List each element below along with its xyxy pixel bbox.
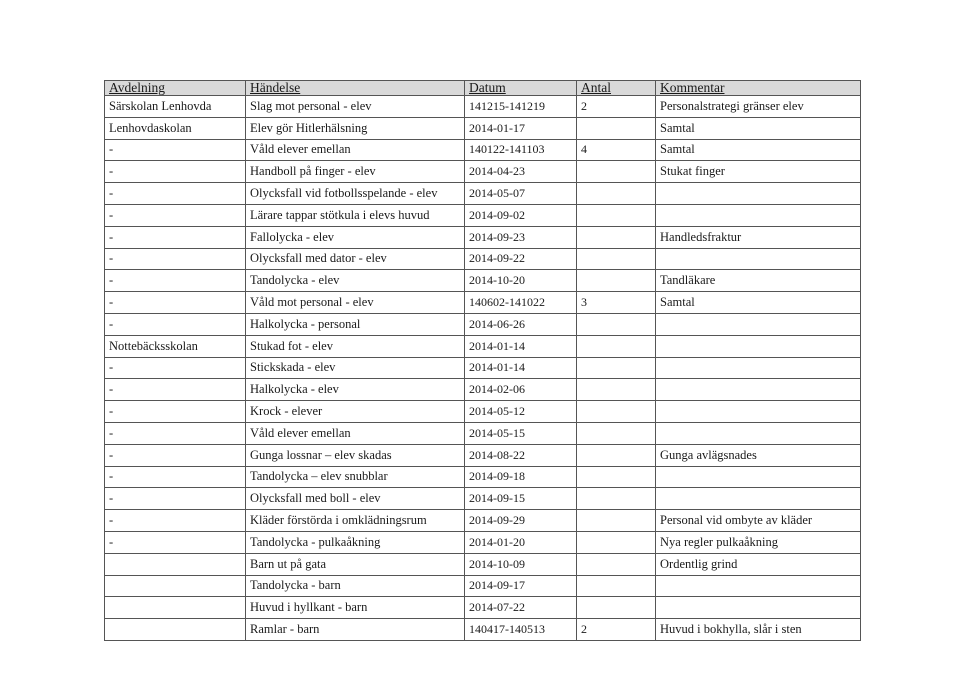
cell-kommentar [656, 422, 861, 444]
cell-antal: 2 [577, 619, 656, 641]
cell-avdelning: Nottebäcksskolan [105, 335, 246, 357]
cell-antal [577, 313, 656, 335]
table-row [105, 313, 861, 335]
cell-datum: 2014-09-17 [465, 575, 577, 597]
table-row [105, 488, 861, 510]
cell-antal: 2 [577, 96, 656, 118]
table-row [105, 553, 861, 575]
cell-datum: 2014-07-22 [465, 597, 577, 619]
cell-kommentar: Tandläkare [656, 270, 861, 292]
cell-handelse: Halkolycka - personal [246, 313, 465, 335]
cell-antal [577, 161, 656, 183]
table-row [105, 96, 861, 118]
header-avdelning: Avdelning [105, 81, 246, 96]
cell-datum: 2014-06-26 [465, 313, 577, 335]
cell-antal [577, 466, 656, 488]
table-row [105, 422, 861, 444]
cell-avdelning: - [105, 292, 246, 314]
cell-handelse: Halkolycka - elev [246, 379, 465, 401]
cell-kommentar: Samtal [656, 139, 861, 161]
cell-handelse: Krock - elever [246, 401, 465, 423]
table-row [105, 510, 861, 532]
header-kommentar: Kommentar [656, 81, 861, 96]
table-row [105, 139, 861, 161]
cell-datum: 140122-141103 [465, 139, 577, 161]
cell-avdelning: - [105, 313, 246, 335]
cell-datum: 140602-141022 [465, 292, 577, 314]
cell-handelse: Gunga lossnar – elev skadas [246, 444, 465, 466]
cell-datum: 2014-01-20 [465, 531, 577, 553]
cell-handelse: Våld elever emellan [246, 139, 465, 161]
table-row [105, 379, 861, 401]
table-row [105, 444, 861, 466]
cell-kommentar: Stukat finger [656, 161, 861, 183]
cell-avdelning: - [105, 226, 246, 248]
cell-handelse: Olycksfall med dator - elev [246, 248, 465, 270]
cell-antal: 4 [577, 139, 656, 161]
cell-handelse: Tandolycka - barn [246, 575, 465, 597]
cell-kommentar [656, 379, 861, 401]
cell-antal [577, 575, 656, 597]
cell-datum: 2014-09-23 [465, 226, 577, 248]
cell-avdelning: - [105, 139, 246, 161]
table-row [105, 204, 861, 226]
table-row [105, 270, 861, 292]
cell-avdelning: - [105, 357, 246, 379]
cell-avdelning: - [105, 379, 246, 401]
cell-handelse: Slag mot personal - elev [246, 96, 465, 118]
cell-datum: 2014-09-15 [465, 488, 577, 510]
cell-datum: 140417-140513 [465, 619, 577, 641]
cell-datum: 2014-05-15 [465, 422, 577, 444]
cell-datum: 141215-141219 [465, 96, 577, 118]
cell-avdelning: - [105, 204, 246, 226]
cell-kommentar [656, 488, 861, 510]
cell-kommentar [656, 313, 861, 335]
cell-datum: 2014-09-22 [465, 248, 577, 270]
cell-avdelning [105, 575, 246, 597]
cell-antal [577, 597, 656, 619]
cell-handelse: Fallolycka - elev [246, 226, 465, 248]
cell-datum: 2014-09-29 [465, 510, 577, 532]
cell-handelse: Tandolycka – elev snubblar [246, 466, 465, 488]
cell-datum: 2014-04-23 [465, 161, 577, 183]
cell-avdelning: - [105, 183, 246, 205]
cell-kommentar [656, 597, 861, 619]
cell-kommentar [656, 357, 861, 379]
cell-datum: 2014-05-12 [465, 401, 577, 423]
table-row [105, 531, 861, 553]
cell-handelse: Olycksfall vid fotbollsspelande - elev [246, 183, 465, 205]
table-row [105, 226, 861, 248]
cell-avdelning: - [105, 531, 246, 553]
cell-kommentar [656, 335, 861, 357]
cell-antal [577, 444, 656, 466]
cell-kommentar [656, 401, 861, 423]
cell-antal [577, 379, 656, 401]
cell-avdelning: - [105, 444, 246, 466]
cell-handelse: Stukad fot - elev [246, 335, 465, 357]
cell-avdelning: - [105, 488, 246, 510]
cell-kommentar: Personalstrategi gränser elev [656, 96, 861, 118]
table-row [105, 619, 861, 641]
cell-kommentar: Personal vid ombyte av kläder [656, 510, 861, 532]
cell-datum: 2014-08-22 [465, 444, 577, 466]
cell-handelse: Våld mot personal - elev [246, 292, 465, 314]
cell-handelse: Huvud i hyllkant - barn [246, 597, 465, 619]
cell-avdelning: - [105, 466, 246, 488]
cell-datum: 2014-01-14 [465, 335, 577, 357]
cell-antal: 3 [577, 292, 656, 314]
cell-handelse: Tandolycka - pulkaåkning [246, 531, 465, 553]
cell-datum: 2014-01-17 [465, 117, 577, 139]
cell-kommentar [656, 575, 861, 597]
cell-kommentar: Nya regler pulkaåkning [656, 531, 861, 553]
header-datum: Datum [465, 81, 577, 96]
table-body [105, 96, 861, 641]
cell-kommentar: Samtal [656, 292, 861, 314]
table-row [105, 161, 861, 183]
incident-table [104, 80, 861, 641]
cell-kommentar [656, 248, 861, 270]
cell-antal [577, 270, 656, 292]
table-header-row [105, 81, 861, 96]
cell-avdelning [105, 619, 246, 641]
cell-handelse: Elev gör Hitlerhälsning [246, 117, 465, 139]
cell-antal [577, 335, 656, 357]
header-antal: Antal [577, 81, 656, 96]
cell-datum: 2014-10-09 [465, 553, 577, 575]
cell-datum: 2014-09-18 [465, 466, 577, 488]
cell-handelse: Tandolycka - elev [246, 270, 465, 292]
cell-datum: 2014-02-06 [465, 379, 577, 401]
cell-handelse: Handboll på finger - elev [246, 161, 465, 183]
cell-datum: 2014-09-02 [465, 204, 577, 226]
cell-handelse: Olycksfall med boll - elev [246, 488, 465, 510]
table-row [105, 183, 861, 205]
table-row [105, 335, 861, 357]
cell-antal [577, 510, 656, 532]
cell-antal [577, 226, 656, 248]
cell-kommentar: Huvud i bokhylla, slår i sten [656, 619, 861, 641]
table-row [105, 575, 861, 597]
cell-handelse: Våld elever emellan [246, 422, 465, 444]
cell-avdelning: Särskolan Lenhovda [105, 96, 246, 118]
cell-datum: 2014-10-20 [465, 270, 577, 292]
cell-avdelning: - [105, 161, 246, 183]
cell-datum: 2014-05-07 [465, 183, 577, 205]
cell-avdelning: - [105, 401, 246, 423]
cell-handelse: Stickskada - elev [246, 357, 465, 379]
header-handelse: Händelse [246, 81, 465, 96]
cell-antal [577, 248, 656, 270]
cell-avdelning: - [105, 422, 246, 444]
cell-antal [577, 401, 656, 423]
table-row [105, 597, 861, 619]
table-row [105, 292, 861, 314]
cell-avdelning: - [105, 270, 246, 292]
cell-kommentar [656, 183, 861, 205]
table-row [105, 466, 861, 488]
cell-datum: 2014-01-14 [465, 357, 577, 379]
cell-antal [577, 183, 656, 205]
cell-kommentar: Handledsfraktur [656, 226, 861, 248]
cell-antal [577, 357, 656, 379]
cell-avdelning [105, 553, 246, 575]
cell-avdelning: Lenhovdaskolan [105, 117, 246, 139]
cell-antal [577, 531, 656, 553]
cell-avdelning: - [105, 510, 246, 532]
cell-kommentar [656, 466, 861, 488]
cell-antal [577, 422, 656, 444]
table-row [105, 357, 861, 379]
cell-antal [577, 553, 656, 575]
cell-antal [577, 204, 656, 226]
cell-handelse: Lärare tappar stötkula i elevs huvud [246, 204, 465, 226]
cell-kommentar [656, 204, 861, 226]
cell-kommentar: Samtal [656, 117, 861, 139]
table-row [105, 401, 861, 423]
cell-handelse: Ramlar - barn [246, 619, 465, 641]
cell-handelse: Kläder förstörda i omklädningsrum [246, 510, 465, 532]
cell-avdelning [105, 597, 246, 619]
cell-avdelning: - [105, 248, 246, 270]
table-row [105, 248, 861, 270]
table-row [105, 117, 861, 139]
cell-handelse: Barn ut på gata [246, 553, 465, 575]
cell-kommentar: Gunga avlägsnades [656, 444, 861, 466]
cell-antal [577, 488, 656, 510]
cell-antal [577, 117, 656, 139]
cell-kommentar: Ordentlig grind [656, 553, 861, 575]
